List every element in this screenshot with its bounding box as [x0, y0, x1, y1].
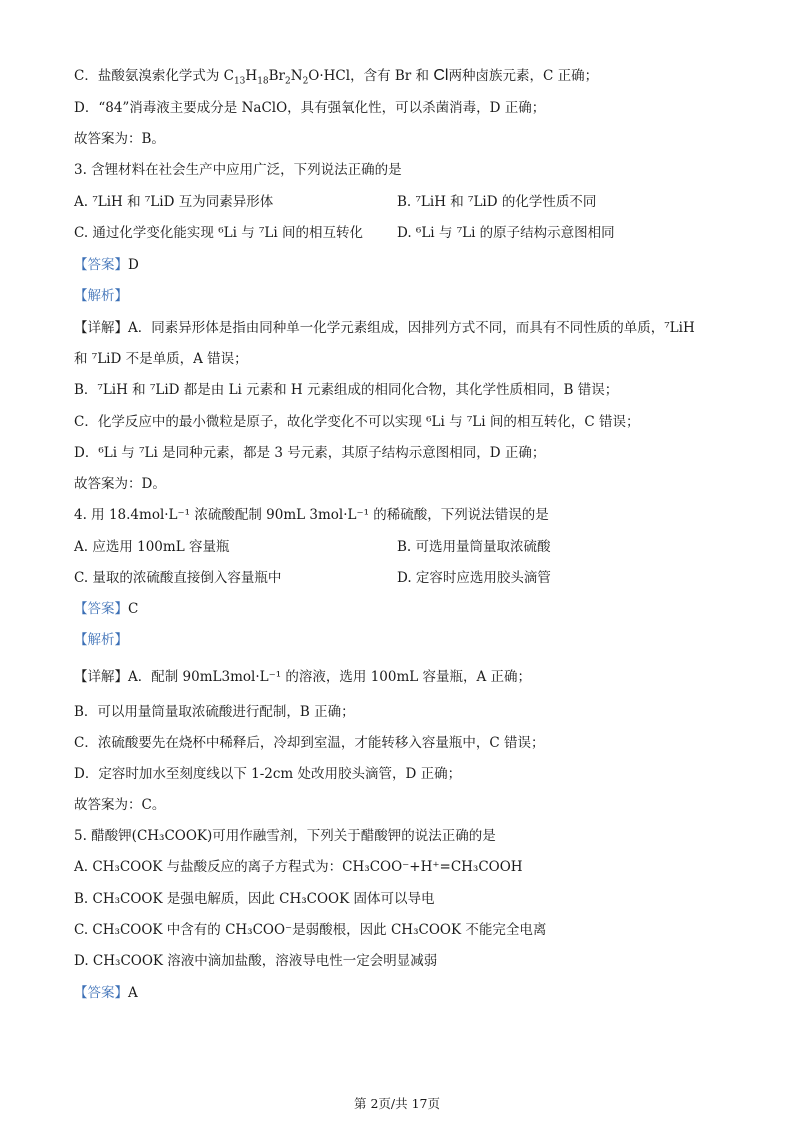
line-d-84: D．“84”消毒液主要成分是 NaClO，具有强氧化性，可以杀菌消毒，D 正确； — [74, 100, 546, 116]
q4-options-row2 — [74, 568, 734, 588]
q4-detail-3: C．浓硫酸要先在烧杯中稀释后，冷却到室温，才能转移入容量瓶中，C 错误； — [74, 735, 545, 751]
q5-option-b: B. CH₃COOK 是强电解质，因此 CH₃COOK 固体可以导电 — [74, 891, 435, 907]
analysis-tag: 【解析】 — [74, 288, 128, 304]
q4-detail-2: B．可以用量筒量取浓硫酸进行配制，B 正确； — [74, 704, 355, 720]
q4-options-row1 — [74, 537, 734, 557]
q3-option-a: A. ⁷LiH 和 ⁷LiD 互为同素异形体 — [74, 194, 274, 210]
q3-detail-1: 【详解】A．同素异形体是指由同种单一化学元素组成，因排列方式不同，而具有不同性质的单质，⁷LiH — [74, 320, 695, 336]
q4-option-a: A. 应选用 100mL 容量瓶 — [74, 539, 230, 555]
q3-option-c: C. 通过化学变化能实现 ⁶Li 与 ⁷Li 间的相互转化 — [74, 225, 363, 241]
q5-answer — [74, 983, 734, 1003]
q3-options-row2 — [74, 223, 734, 243]
q4-option-b: B. 可选用量筒量取浓硫酸 — [397, 539, 551, 555]
page-footer: 第 2页/共 17页 — [353, 1096, 441, 1111]
text: Br — [268, 68, 286, 84]
q3-option-d: D. ⁶Li 与 ⁷Li 的原子结构示意图相同 — [397, 225, 615, 241]
q3-detail-3: B．⁷LiH 和 ⁷LiD 都是由 Li 元素和 H 元素组成的相同化合物，其化学性质相同，B 错误； — [74, 382, 619, 398]
answer-value: A — [128, 985, 138, 1001]
q4-option-d: D. 定容时应选用胶头滴管 — [397, 570, 551, 586]
q4-option-c: C. 量取的浓硫酸直接倒入容量瓶中 — [74, 570, 282, 586]
q3-answer — [74, 255, 734, 275]
analysis-tag: 【解析】 — [74, 632, 128, 648]
question-3: 3. 含锂材料在社会生产中应用广泛，下列说法正确的是 — [74, 162, 402, 178]
text: 两种卤族元素，C 正确； — [448, 68, 599, 84]
answer-value: C — [128, 601, 139, 617]
q4-detail-4: D．定容时加水至刻度线以下 1-2cm 处改用胶头滴管，D 正确； — [74, 766, 462, 782]
answer-tag: 【答案】 — [74, 601, 128, 617]
text: C．盐酸氨溴索化学式为 C — [74, 68, 234, 84]
answer-value: D — [128, 257, 139, 273]
answer-line: 故答案为：B。 — [74, 131, 165, 147]
answer-line: 故答案为：C。 — [74, 797, 166, 813]
q3-detail-5: D．⁶Li 与 ⁷Li 是同种元素，都是 3 号元素，其原子结构示意图相同，D 正确； — [74, 445, 546, 461]
q5-option-a: A. CH₃COOK 与盐酸反应的离子方程式为：CH₃COO⁻+H⁺=CH₃COOH — [74, 859, 523, 875]
q4-answer — [74, 599, 734, 619]
question-5: 5. 醋酸钾(CH₃COOK)可用作融雪剂，下列关于醋酸钾的说法正确的是 — [74, 828, 496, 844]
q3-option-b: B. ⁷LiH 和 ⁷LiD 的化学性质不同 — [397, 194, 597, 210]
q4-detail-1: 【详解】A．配制 90mL3mol·L⁻¹ 的溶液，选用 100mL 容量瓶，A 正确； — [74, 669, 532, 685]
answer-tag: 【答案】 — [74, 985, 128, 1001]
answer-tag: 【答案】 — [74, 257, 128, 273]
q5-option-d: D. CH₃COOK 溶液中滴加盐酸，溶液导电性一定会明显减弱 — [74, 953, 438, 969]
q3-detail-4: C．化学反应中的最小微粒是原子，故化学变化不可以实现 ⁶Li 与 ⁷Li 间的相互转化，C 错误； — [74, 414, 640, 430]
question-4: 4. 用 18.4mol·L⁻¹ 浓硫酸配制 90mL 3mol·L⁻¹ 的稀硫酸，下列说法错误的是 — [74, 507, 549, 523]
q5-option-c: C. CH₃COOK 中含有的 CH₃COO⁻是弱酸根，因此 CH₃COOK 不能完全电离 — [74, 922, 547, 938]
chlorine-symbol: Cl — [433, 67, 449, 84]
q3-detail-2: 和 ⁷LiD 不是单质，A 错误； — [74, 351, 248, 367]
text: N — [290, 68, 303, 84]
q3-options-row1 — [74, 192, 734, 212]
text: H — [245, 68, 258, 84]
answer-line: 故答案为：D。 — [74, 476, 166, 492]
text: O·HCl，含有 Br 和 — [308, 68, 430, 84]
line-c-bromhexine: C．盐酸氨溴索化学式为 $C_{13}H_{18}Br_2N_2O\cdot HCl$，含有 Br 和 Cl两种卤族元素，C 正确； — [74, 67, 599, 87]
